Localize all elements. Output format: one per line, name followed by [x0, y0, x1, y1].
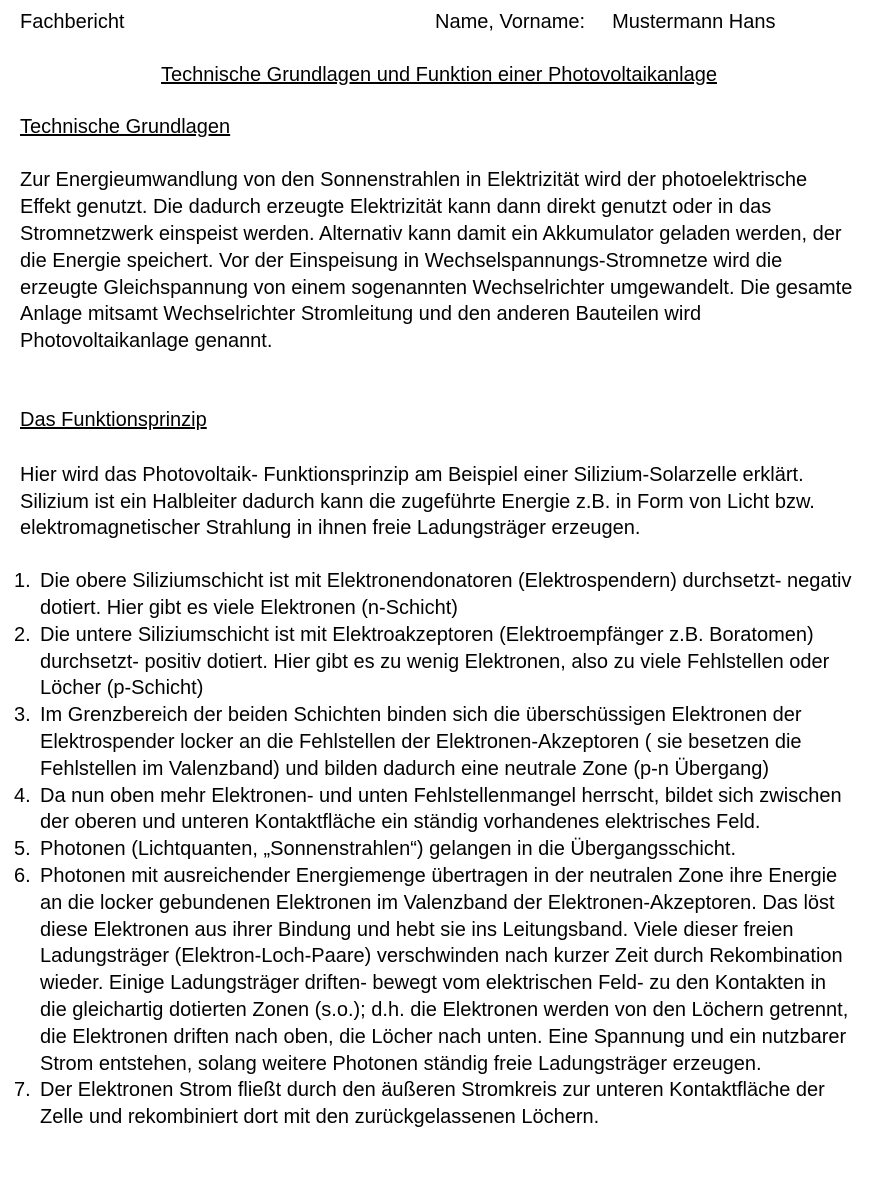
list-item-text: Photonen mit ausreichender Energiemenge übertragen in der neutralen Zone ihre Energie an die locker gebundenen Elektronen im Valenzband der Elektronen-Akzeptoren. Das löst diese Elektronen aus ihrer Bindung und hebt sie ins Leitungsband. Viele dieser freien Ladungsträger (Elektron-Loch-Paare) verschwinden nach kurzer Zeit durch Rekombination wieder. Einige Ladungsträger driften- bewegt vom elektrischen Feld- zu den Kontakten in die gleichartig dotierten Zonen (s.o.); d.h. die Elektronen werden von den Löchern getrennt, die Elektronen driften nach oben, die Löcher nach unten. Eine Spannung und ein nutzbarer Strom entstehen, solang weitere Photonen ständig freie Ladungsträger erzeugen.	[40, 864, 849, 1075]
list-item-4	[14, 783, 858, 837]
name-value: Mustermann Hans	[612, 11, 776, 33]
list-item-6	[14, 863, 858, 1077]
list-item-1	[14, 568, 858, 622]
list-item-7	[14, 1077, 858, 1131]
numbered-list	[14, 568, 858, 1131]
section-heading-technische-grundlagen: Technische Grundlagen	[20, 115, 231, 138]
list-item-text: Da nun oben mehr Elektronen- und unten Fehlstellenmangel herrscht, bildet sich zwischen der oberen und unteren Kontaktfläche ein ständig vorhandenes elektrisches Feld.	[40, 784, 842, 834]
list-item-text: Die obere Siliziumschicht ist mit Elektronendonatoren (Elektrospendern) durchsetzt- negativ dotiert. Hier gibt es viele Elektronen (n-Schicht)	[40, 570, 852, 619]
list-item-text: Im Grenzbereich der beiden Schichten binden sich die überschüssigen Elektronen der Elektrospender locker an die Fehlstellen der Elektronen-Akzeptoren ( sie besetzen die Fehlstellen im Valenzband) und bilden dadurch eine neutrale Zone (p-n Übergang)	[40, 704, 802, 780]
list-item-number: 6.	[14, 864, 31, 887]
list-item-number: 1.	[14, 570, 31, 593]
list-item-text: Photonen (Lichtquanten, „Sonnenstrahlen“) gelangen in die Übergangsschicht.	[40, 838, 737, 861]
list-item-number: 7.	[14, 1079, 31, 1102]
list-item-text: Der Elektronen Strom fließt durch den äußeren Stromkreis zur unteren Kontaktfläche der Zelle und rekombiniert dort mit den zurückgelassenen Löchern.	[40, 1079, 825, 1129]
doc-type-label: Fachbericht	[20, 11, 125, 33]
list-item-5	[14, 836, 858, 863]
name-field	[435, 9, 775, 36]
list-item-3	[14, 702, 858, 782]
paragraph-technische-grundlagen: Zur Energieumwandlung von den Sonnenstrahlen in Elektrizität wird der photoelektrische Effekt genutzt. Die dadurch erzeugte Elektrizität kann dann direkt genutzt oder in das Stromnetzwerk einspeist werden. Alternativ kann damit ein Akkumulator geladen werden, der die Energie speichert. Vor der Einspeisung in Wechselspannungs-Stromnetze wird die erzeugte Gleichspannung von einem sogenannten Wechselrichter umgewandelt. Die gesamte Anlage mitsamt Wechselrichter Stromleitung und den anderen Bauteilen wird Photovoltaikanlage genannt.	[20, 169, 853, 353]
name-label: Name, Vorname:	[435, 11, 586, 33]
page-header	[20, 9, 858, 36]
list-item-number: 4.	[14, 784, 31, 807]
paragraph-funktionsprinzip: Hier wird das Photovoltaik- Funktionsprinzip am Beispiel einer Silizium-Solarzelle erklärt. Silizium ist ein Halbleiter dadurch kann die zugeführte Energie z.B. in Form von Licht bzw. elektromagnetischer Strahlung in ihnen freie Ladungsträger erzeugen.	[20, 463, 815, 540]
list-item-number: 3.	[14, 704, 31, 727]
list-item-number: 5.	[14, 838, 31, 861]
section-heading-funktionsprinzip: Das Funktionsprinzip	[20, 408, 207, 431]
list-item-text: Die untere Siliziumschicht ist mit Elektroakzeptoren (Elektroempfänger z.B. Boratomen) durchsetzt- positiv dotiert. Hier gibt es zu wenig Elektronen, also zu viele Fehlstellen oder Löcher (p-Schicht)	[40, 623, 830, 700]
document-title: Technische Grundlagen und Funktion einer Photovoltaikanlage	[161, 63, 717, 86]
list-item-2	[14, 622, 858, 702]
list-item-number: 2.	[14, 623, 31, 646]
